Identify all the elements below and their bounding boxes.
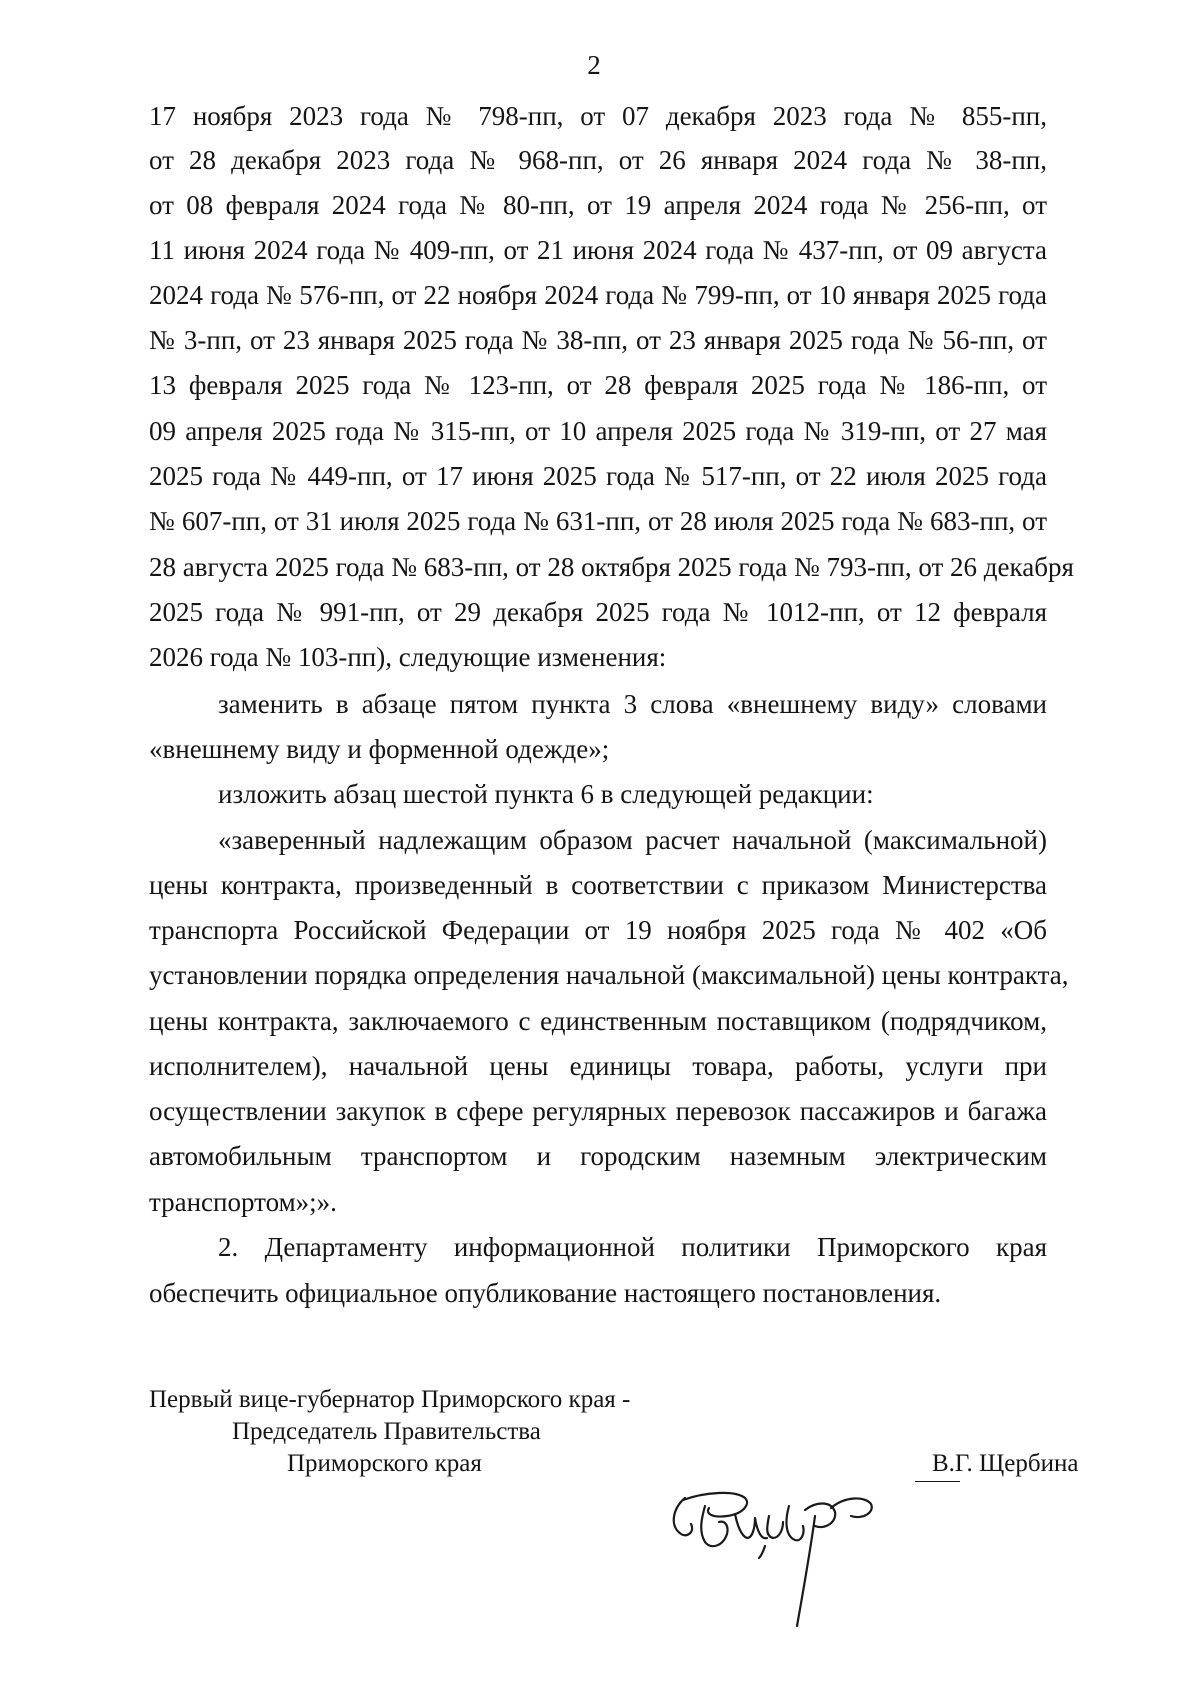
signer-name: В.Г. Щербина — [932, 1450, 1079, 1477]
body-line: транспортом»;». — [149, 1187, 337, 1217]
body-line: изложить абзац шестой пункта 6 в следующей редакции: — [218, 779, 874, 809]
body-line: осуществлении закупок в сфере регулярных перевозок пассажиров и багажа — [149, 1096, 1047, 1126]
signature-underline — [915, 1481, 960, 1482]
body-line: 2025 года № 449-пп, от 17 июня 2025 года № 517-пп, от 22 июля 2025 года — [149, 461, 1047, 491]
body-line: от 28 декабря 2023 года № 968-пп, от 26 января 2024 года № 38-пп, — [149, 145, 1047, 175]
handwritten-signature — [665, 1486, 895, 1636]
body-line: «внешнему виду и форменной одежде»; — [149, 734, 610, 764]
body-line: от 08 февраля 2024 года № 80-пп, от 19 апреля 2024 года № 256-пп, от — [149, 190, 1047, 220]
body-line: 13 февраля 2025 года № 123-пп, от 28 февраля 2025 года № 186-пп, от — [149, 370, 1047, 400]
body-line: № 607-пп, от 31 июля 2025 года № 631-пп, от 28 июля 2025 года № 683-пп, от — [149, 506, 1047, 536]
body-line: исполнителем), начальной цены единицы товара, работы, услуги при — [149, 1051, 1047, 1081]
page-number: 2 — [587, 50, 601, 80]
body-line: установлении порядка определения начальной (максимальной) цены контракта, — [149, 960, 1069, 990]
body-line: «заверенный надлежащим образом расчет начальной (максимальной) — [218, 825, 1047, 855]
body-line: 11 июня 2024 года № 409-пп, от 21 июня 2024 года № 437-пп, от 09 августа — [149, 235, 1047, 265]
body-line: автомобильным транспортом и городским наземным электрическим — [149, 1141, 1047, 1171]
body-line: 2024 года № 576-пп, от 22 ноября 2024 года № 799-пп, от 10 января 2025 года — [149, 280, 1047, 310]
signer-position-line2: Председатель Правительства — [232, 1418, 541, 1445]
body-line: цены контракта, произведенный в соответствии с приказом Министерства — [149, 870, 1047, 900]
body-line: 2026 года № 103-пп), следующие изменения: — [149, 642, 667, 672]
signer-position-line3: Приморского края — [287, 1450, 482, 1477]
body-line: № 3-пп, от 23 января 2025 года № 38-пп, от 23 января 2025 года № 56-пп, от — [149, 325, 1047, 355]
body-line: 2025 года № 991-пп, от 29 декабря 2025 года № 1012-пп, от 12 февраля — [149, 597, 1047, 627]
body-line: обеспечить официальное опубликование настоящего постановления. — [149, 1278, 942, 1308]
body-line: 28 августа 2025 года № 683-пп, от 28 октября 2025 года № 793-пп, от 26 декабря — [149, 552, 1074, 582]
body-line: 17 ноября 2023 года № 798-пп, от 07 декабря 2023 года № 855-пп, — [149, 101, 1047, 131]
body-line: 09 апреля 2025 года № 315-пп, от 10 апреля 2025 года № 319-пп, от 27 мая — [149, 416, 1047, 446]
body-line: транспорта Российской Федерации от 19 ноября 2025 года № 402 «Об — [149, 915, 1047, 945]
body-line: заменить в абзаце пятом пункта 3 слова «внешнему виду» словами — [218, 689, 1047, 719]
body-line: 2. Департаменту информационной политики Приморского края — [218, 1232, 1047, 1262]
body-line: цены контракта, заключаемого с единственным поставщиком (подрядчиком, — [149, 1006, 1047, 1036]
signer-position-line1: Первый вице-губернатор Приморского края - — [149, 1386, 631, 1413]
